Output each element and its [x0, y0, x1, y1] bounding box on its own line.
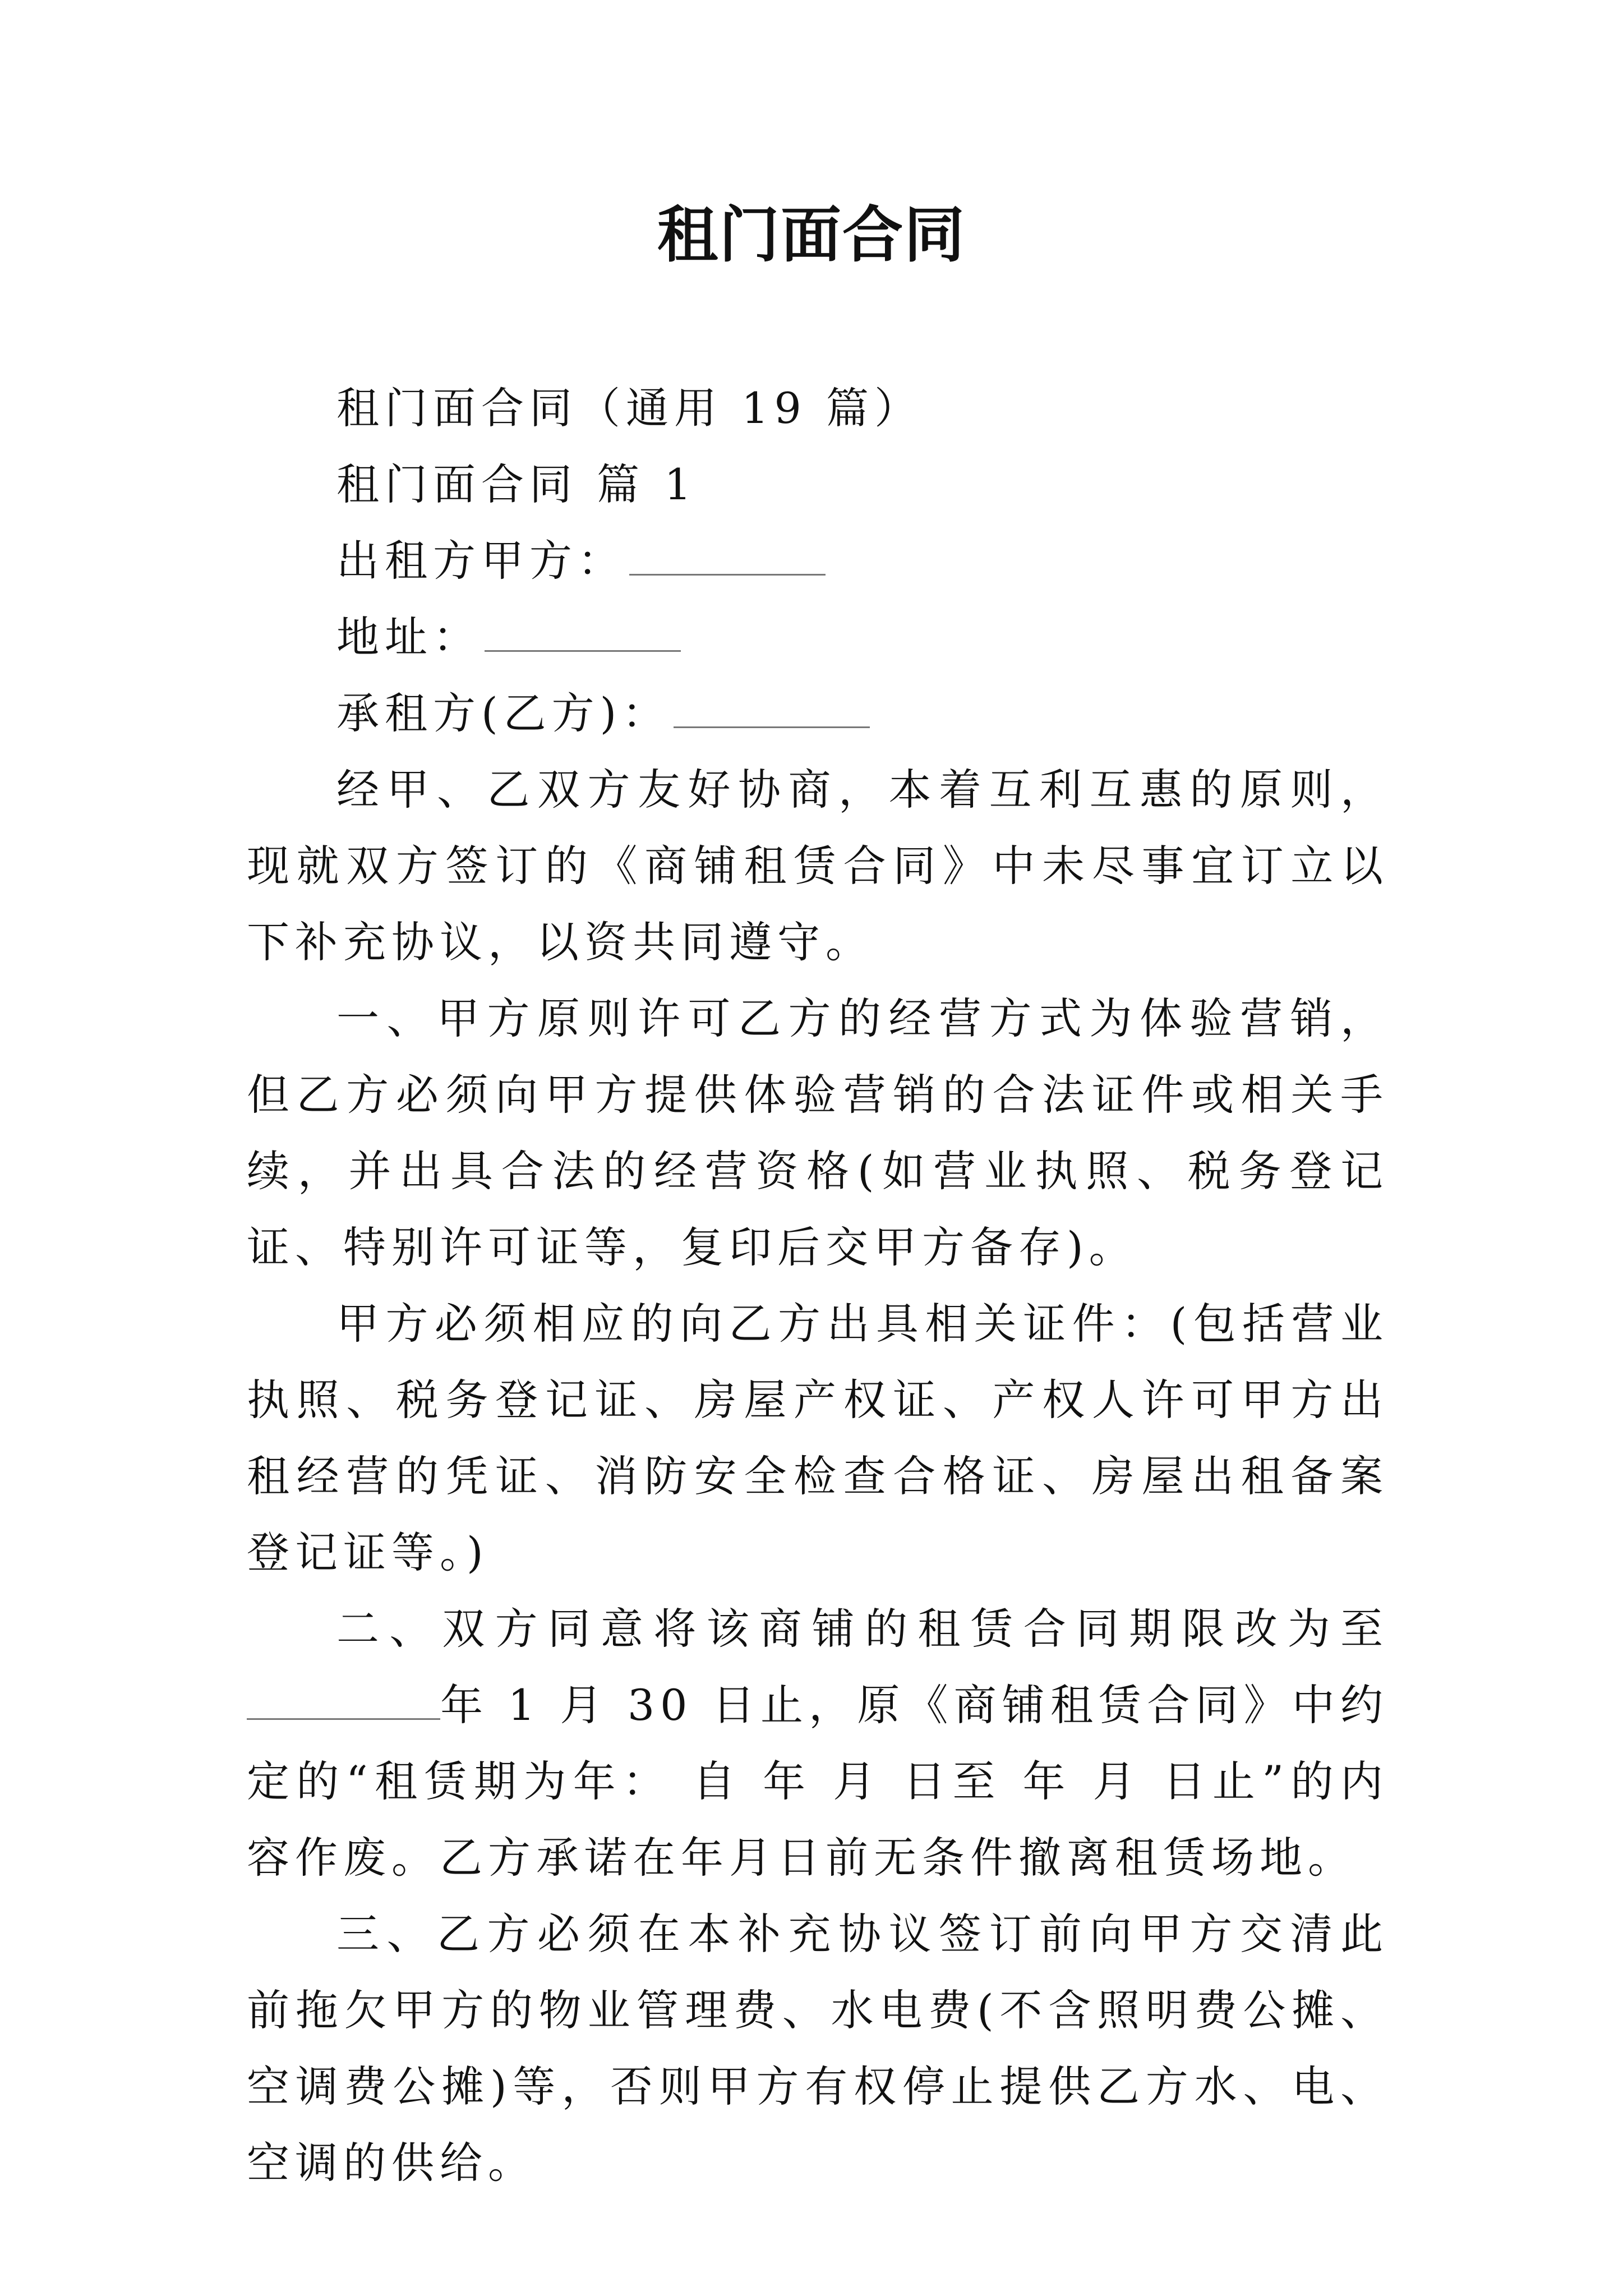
- address-line: [247, 599, 1389, 675]
- paragraph-clause-1: 一、甲方原则许可乙方的经营方式为体验营销，但乙方必须向甲方提供体验营销的合法证件或相关手续，并出具合法的经营资格(如营业执照、税务登记证、特别许可证等，复印后交甲方备存)。: [247, 993, 1389, 1272]
- party-b-line: [247, 675, 1389, 752]
- paragraph-clause-2: [247, 1591, 1389, 1896]
- section-heading: 租门面合同 篇 1: [336, 459, 697, 509]
- document-subtitle: 租门面合同（通用 19 篇）: [336, 383, 923, 433]
- clause-2-start: 二、双方同意将该商铺的租赁合同期限改为至: [336, 1604, 1389, 1654]
- paragraph-clause-1-documents: 甲方必须相应的向乙方出具相关证件：(包括营业执照、税务登记证、房屋产权证、产权人许可甲方出租经营的凭证、消防安全检查合格证、房屋出租备案登记证等。): [247, 1299, 1389, 1577]
- document-title: 租门面合同: [657, 200, 966, 270]
- clause-2-end: 年 1 月 30 日止，原《商铺租赁合同》中约定的“租赁期为年： 自 年 月 日至 年 月 日止”的内容作废。乙方承诺在年月日前无条件撤离租赁场地。: [247, 1680, 1389, 1883]
- address-blank: [485, 611, 681, 652]
- party-b-blank: [674, 687, 870, 728]
- party-a-blank: [629, 535, 826, 576]
- paragraph-clause-3: 三、乙方必须在本补充协议签订前向甲方交清此前拖欠甲方的物业管理费、水电费(不含照明费公摊、空调费公摊)等，否则甲方有权停止提供乙方水、电、空调的供给。: [247, 1909, 1389, 2188]
- paragraph-intro: 经甲、乙双方友好协商，本着互利互惠的原则，现就双方签订的《商铺租赁合同》中未尽事宜订立以下补充协议，以资共同遵守。: [247, 765, 1389, 967]
- party-b-label: 承租方(乙方)：: [336, 688, 671, 738]
- document-body: [247, 370, 1389, 2201]
- address-label: 地址：: [336, 612, 481, 662]
- party-a-line: [247, 523, 1389, 599]
- party-a-label: 出租方甲方：: [336, 536, 626, 586]
- clause-2-blank: [247, 1679, 440, 1720]
